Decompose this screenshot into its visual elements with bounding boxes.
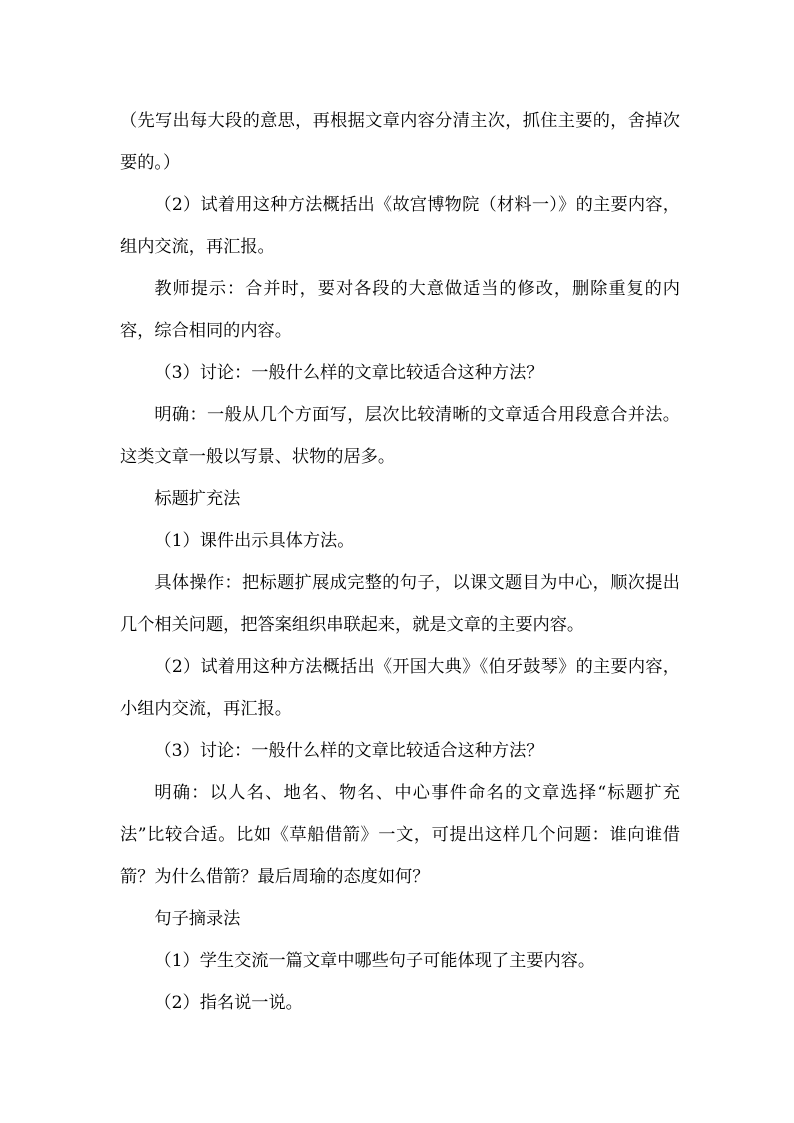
heading-title-expansion: 标题扩充法 (154, 489, 241, 509)
paragraph-try-gugong: （2）试着用这种方法概括出《故宫博物院（材料一）》的主要内容，组内交流，再汇报。 (120, 195, 680, 257)
paragraph-methods-note: （先写出每大段的意思，再根据文章内容分清主次，抓住主要的，舍掉次要的。） (120, 111, 680, 173)
paragraph-clarify-2: 明确：以人名、地名、物名、中心事件命名的文章选择“标题扩充法”比较合适。比如《草船借箭》一文，可提出这样几个问题：谁向谁借箭？为什么借箭？最后周瑜的态度如何？ (120, 783, 680, 887)
document-body (120, 100, 680, 1024)
heading-sentence-excerpt: 句子摘录法 (154, 909, 241, 929)
paragraph-courseware: （1）课件出示具体方法。 (154, 531, 355, 551)
paragraph-discussion-1: （3）讨论：一般什么样的文章比较适合这种方法？ (154, 363, 544, 383)
paragraph-name-say: （2）指名说一说。 (154, 993, 303, 1013)
paragraph-student-exchange: （1）学生交流一篇文章中哪些句子可能体现了主要内容。 (154, 951, 596, 971)
paragraph-try-kaiguo: （2）试着用这种方法概括出《开国大典》《伯牙鼓琴》的主要内容，小组内交流，再汇报。 (120, 657, 680, 719)
paragraph-teacher-tip: 教师提示：合并时，要对各段的大意做适当的修改，删除重复的内容，综合相同的内容。 (120, 279, 680, 341)
paragraph-discussion-2: （3）讨论：一般什么样的文章比较适合这种方法？ (154, 741, 544, 761)
paragraph-operation: 具体操作：把标题扩展成完整的句子，以课文题目为中心，顺次提出几个相关问题，把答案组织串联起来，就是文章的主要内容。 (120, 573, 680, 635)
paragraph-clarify-1: 明确：一般从几个方面写，层次比较清晰的文章适合用段意合并法。这类文章一般以写景、状物的居多。 (120, 405, 680, 467)
